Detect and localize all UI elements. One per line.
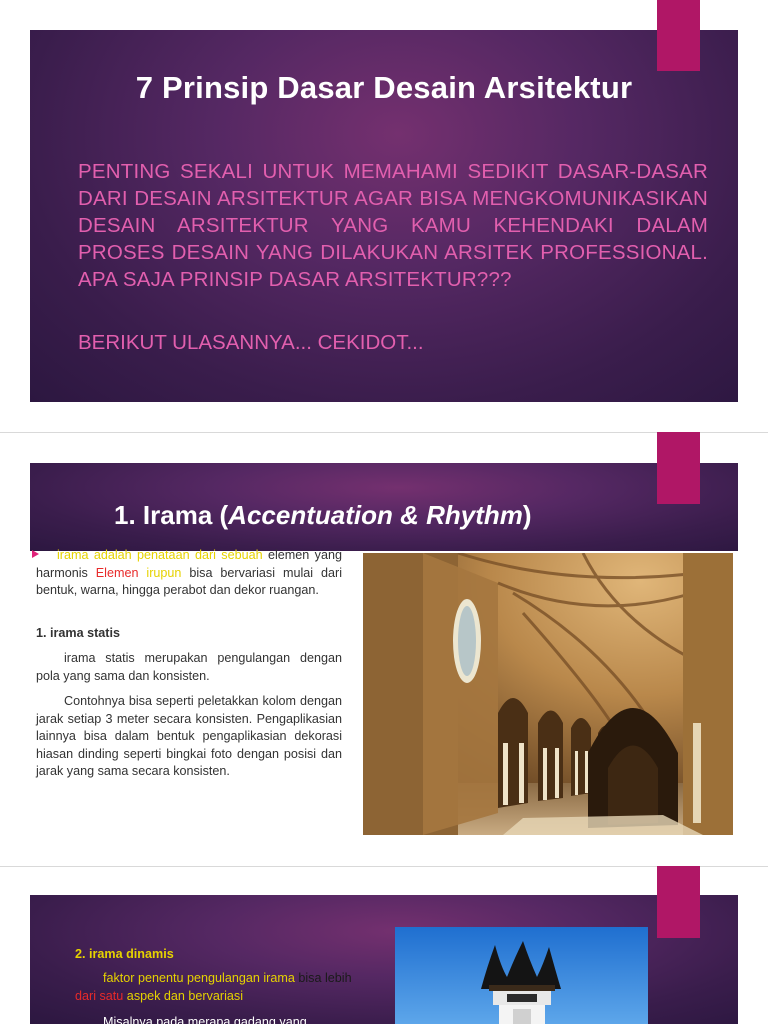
slide-1-title: 7 Prinsip Dasar Desain Arsitektur [135, 70, 633, 105]
slide-1-body-continued: BERIKUT ULASANNYA... CEKIDOT... [78, 331, 424, 354]
slide-2-title-prefix: 1. Irama ( [114, 500, 229, 530]
page-divider [0, 866, 768, 867]
paragraph-contoh: Contohnya bisa seperti peletakkan kolom dengan jarak setiap 3 meter secara konsisten. Pengaplikasian lainnya bisa dalam bentuk pengaplikasian dekorasi hiasan dinding seperti bingkai foto dengan posisi dan jarak yang sama secara konsisten. [36, 694, 342, 778]
slide-2-title-italic: Accentuation & Rhythm [228, 500, 523, 530]
paragraph-irama-dinamis [75, 970, 357, 1005]
rumah-gadang-photo [395, 927, 648, 1024]
dinamis-text: bisa lebih [298, 971, 352, 985]
intro-highlight-2: irupun [138, 565, 182, 580]
intro-text-2: bisa bervariasi mulai dari bentuk, warna, hingga perabot dan dekor ruangan. [36, 565, 343, 597]
dinamis-highlight: faktor penentu pengulangan irama [103, 971, 299, 985]
section-heading-irama-dinamis: 2. irama dinamis [75, 947, 174, 961]
intro-highlight: irama adalah penataan dari sebuah [57, 548, 268, 562]
paragraph-misalnya: Misalnya pada merapa gadang yang [103, 1015, 307, 1029]
slide-2-title [114, 500, 532, 531]
dinamis-highlight-2: aspek dan bervariasi [123, 988, 244, 1003]
slide-1-body: PENTING SEKALI UNTUK MEMAHAMI SEDIKIT DASAR-DASAR DARI DESAIN ARSITEKTUR AGAR BISA MENGKOMUNIKASIKAN DESAIN ARSITEKTUR YANG KAMU KEHENDAKI DALAM PROSES DESAIN YANG DILAKUKAN ARSITEK PROFESSIONAL. APA SAJA PRINSIP DASAR ARSITEKTUR??? [78, 160, 708, 291]
slide-3-accent-bar [657, 866, 700, 938]
slide-2-title-suffix: ) [522, 500, 532, 530]
slide-2-intro [36, 547, 342, 600]
slide-1-accent-bar [657, 0, 700, 71]
dinamis-red-text: dari satu [75, 988, 124, 1003]
section-heading-irama-statis: 1. irama statis [36, 626, 121, 640]
cloister-arches-photo [363, 553, 733, 835]
page-divider [0, 432, 768, 433]
intro-red-text: Elemen [95, 565, 139, 580]
slide-2-accent-bar [657, 432, 700, 504]
intro-text: elemen yang harmonis [36, 548, 342, 580]
paragraph-irama-statis: irama statis merupakan pengulangan dengan pola yang sama dan konsisten. [36, 651, 342, 683]
